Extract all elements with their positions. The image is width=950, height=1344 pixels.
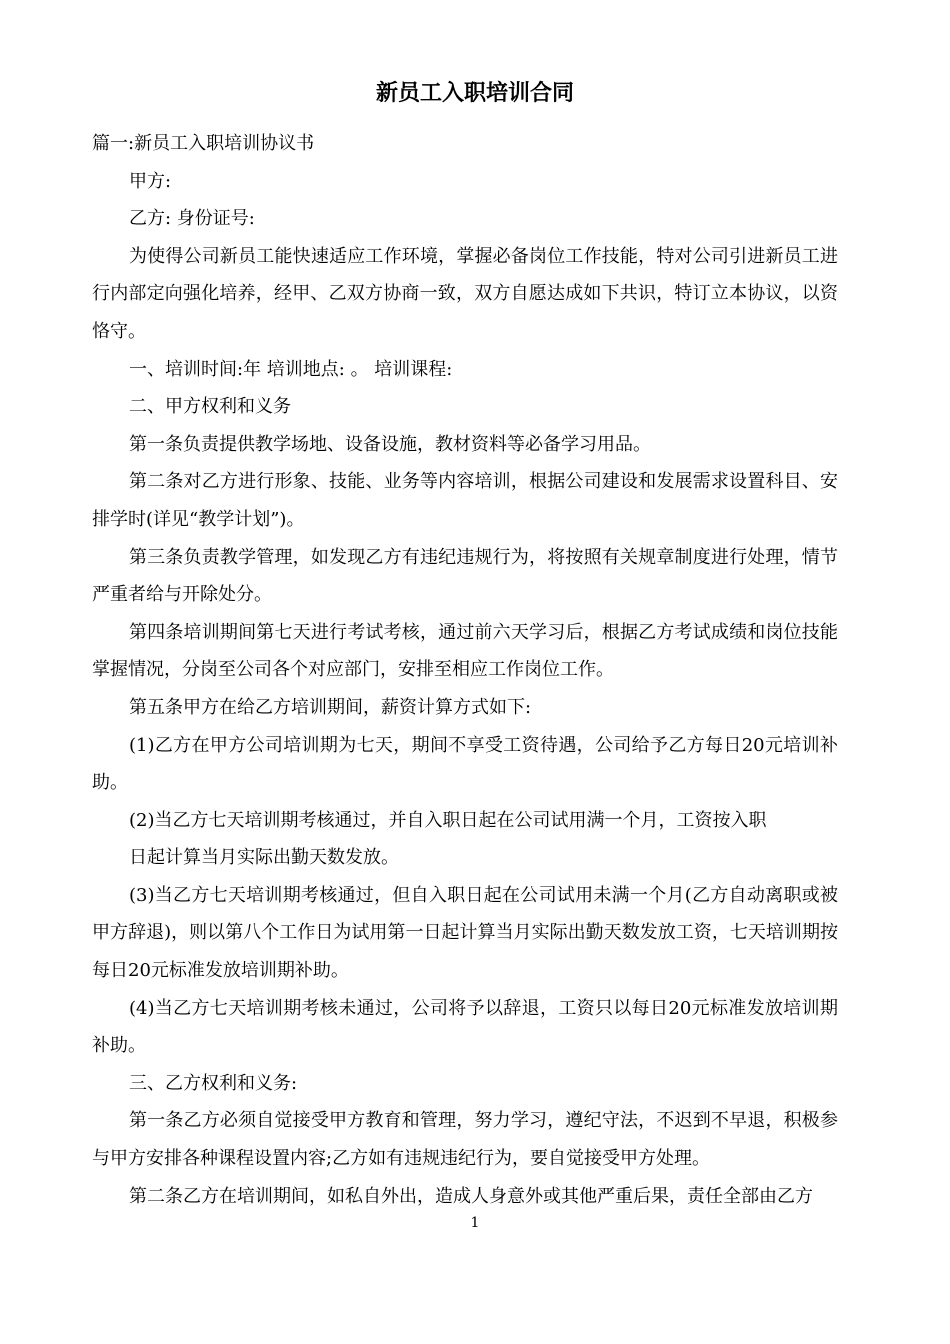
paragraph: 为使得公司新员工能快速适应工作环境，掌握必备岗位工作技能，特对公司引进新员工进行内部定向强化培养，经甲、乙双方协商一致，双方自愿达成如下共识，特订立本协议，以资恪守。 xyxy=(92,245,838,342)
paragraph: 二、甲方权利和义务 xyxy=(129,396,291,418)
page-number: 1 xyxy=(470,1215,480,1231)
paragraph: 第二条乙方在培训期间，如私自外出，造成人身意外或其他严重后果，责任全部由乙方 xyxy=(129,1185,813,1207)
paragraph: 第一条乙方必须自觉接受甲方教育和管理，努力学习，遵纪守法，不迟到不早退，积极参与甲方安排各种课程设置内容;乙方如有违规违纪行为，要自觉接受甲方处理。 xyxy=(92,1110,838,1170)
paragraph: 第四条培训期间第七天进行考试考核，通过前六天学习后，根据乙方考试成绩和岗位技能掌握情况，分岗至公司各个对应部门，安排至相应工作岗位工作。 xyxy=(92,621,838,681)
paragraph: 一、培训时间:年 培训地点: 。 培训课程: xyxy=(129,358,453,380)
paragraph: 甲方: xyxy=(129,170,172,192)
paragraph: 第五条甲方在给乙方培训期间，薪资计算方式如下: xyxy=(129,696,532,718)
paragraph: (3)当乙方七天培训期考核通过，但自入职日起在公司试用未满一个月(乙方自动离职或被甲方辞退)，则以第八个工作日为试用第一日起计算当月实际出勤天数发放工资，七天培训期按每日20元标准发放培训期补助。 xyxy=(92,884,838,982)
document-body xyxy=(92,125,838,1215)
paragraph: (2)当乙方七天培训期考核通过，并自入职日起在公司试用满一个月，工资按入职 xyxy=(129,809,767,831)
paragraph: 篇一:新员工入职培训协议书 xyxy=(92,133,315,154)
paragraph: 第一条负责提供教学场地、设备设施，教材资料等必备学习用品。 xyxy=(129,433,651,455)
paragraph: 第三条负责教学管理，如发现乙方有违纪违规行为，将按照有关规章制度进行处理，情节严重者给与开除处分。 xyxy=(92,546,838,606)
paragraph: 日起计算当月实际出勤天数发放。 xyxy=(129,847,399,869)
paragraph: 乙方: 身份证号: xyxy=(129,208,255,230)
paragraph: 第二条对乙方进行形象、技能、业务等内容培训，根据公司建设和发展需求设置科目、安排学时(详见“教学计划”)。 xyxy=(92,471,838,530)
paragraph: 三、乙方权利和义务: xyxy=(129,1072,298,1094)
paragraph: (4)当乙方七天培训期考核未通过，公司将予以辞退，工资只以每日20元标准发放培训期补助。 xyxy=(92,997,838,1057)
document-title: 新员工入职培训合同 xyxy=(375,81,574,106)
paragraph: (1)乙方在甲方公司培训期为七天，期间不享受工资待遇，公司给予乙方每日20元培训补助。 xyxy=(92,734,838,794)
